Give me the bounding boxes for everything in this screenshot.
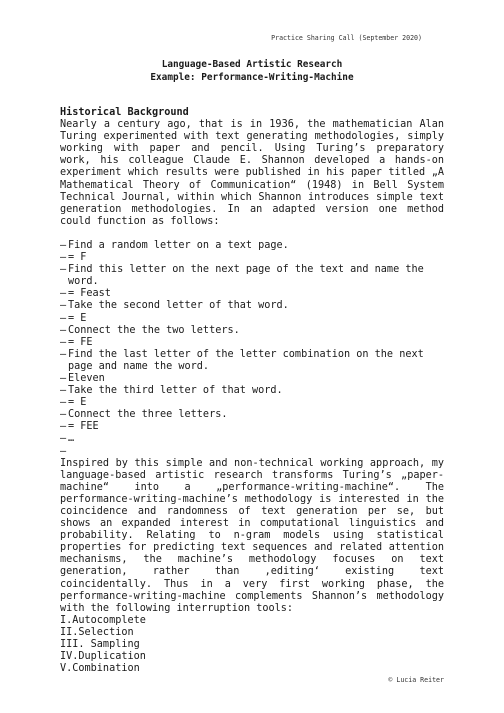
closing-paragraph: Inspired by this simple and non-technical working approach, my language-based artistic research transforms Turing’s „paper-machine“ into a „performance-writing-machine“. The performance-writing-machine’s methodology is interested in the coincidence and randomness of text generation per se, but shows an expanded interest in computational linguistics and probability. Relating to n-gram models using statistical properties for predicting text sequences and related attention mechanisms, the machine’s methodology focuses on text generation, rather than ‚editing‘ existing text coincidentally. Thus in a very first working phase, the performance-writing-machine complements Shannon’s methodology with the following interruption tools: bbox=[60, 457, 444, 614]
tool-item: III. Sampling bbox=[60, 639, 140, 651]
step-item: – Find the last letter of the letter combination on the next page and name the word. bbox=[60, 349, 444, 373]
tools-list bbox=[60, 615, 444, 675]
tool-item: II.Selection bbox=[60, 626, 134, 638]
step-item: – = FE bbox=[60, 337, 444, 349]
step-item: – = E bbox=[60, 313, 444, 325]
step-item: – = F bbox=[60, 252, 444, 264]
copyright-footer: © Lucia Reiter bbox=[388, 676, 444, 684]
tool-item: I.Autocomplete bbox=[60, 614, 146, 626]
step-item: – Take the second letter of that word. bbox=[60, 300, 444, 312]
step-item: – Eleven bbox=[60, 373, 444, 385]
step-item: – Take the third letter of that word. bbox=[60, 385, 444, 397]
step-item: – … bbox=[60, 433, 444, 445]
header-note: Practice Sharing Call (September 2020) bbox=[271, 34, 422, 42]
step-item: – = FEE bbox=[60, 421, 444, 433]
step-item: – = Feast bbox=[60, 288, 444, 300]
steps-list bbox=[60, 240, 444, 458]
step-item bbox=[60, 446, 444, 458]
tool-item: V.Combination bbox=[60, 663, 140, 675]
step-item: – Connect the the two letters. bbox=[60, 325, 444, 337]
title-line-1: Language-Based Artistic Research bbox=[161, 59, 343, 70]
section-heading: Historical Background bbox=[60, 107, 189, 118]
step-item: – Connect the three letters. bbox=[60, 409, 444, 421]
main-content bbox=[60, 107, 444, 675]
step-item: – Find this letter on the next page of the text and name the word. bbox=[60, 264, 444, 288]
step-item: – = E bbox=[60, 397, 444, 409]
tool-item: IV.Duplication bbox=[60, 651, 146, 663]
step-item: – Find a random letter on a text page. bbox=[60, 240, 444, 252]
title-block bbox=[60, 58, 444, 84]
intro-paragraph: Nearly a century ago, that is in 1936, the mathematician Alan Turing experimented with text generating methodologies, simply working with paper and pencil. Using Turing’s preparatory work, his colleague Claude E. Shannon developed a hands-on experiment which results were published in his paper titled „A Mathematical Theory of Communication“ (1948) in Bell System Technical Journal, within which Shannon introduces simple text generation methodologies. In an adapted version one method could function as follows: bbox=[60, 119, 444, 227]
title-line-2: Example: Performance-Writing-Machine bbox=[150, 72, 354, 83]
